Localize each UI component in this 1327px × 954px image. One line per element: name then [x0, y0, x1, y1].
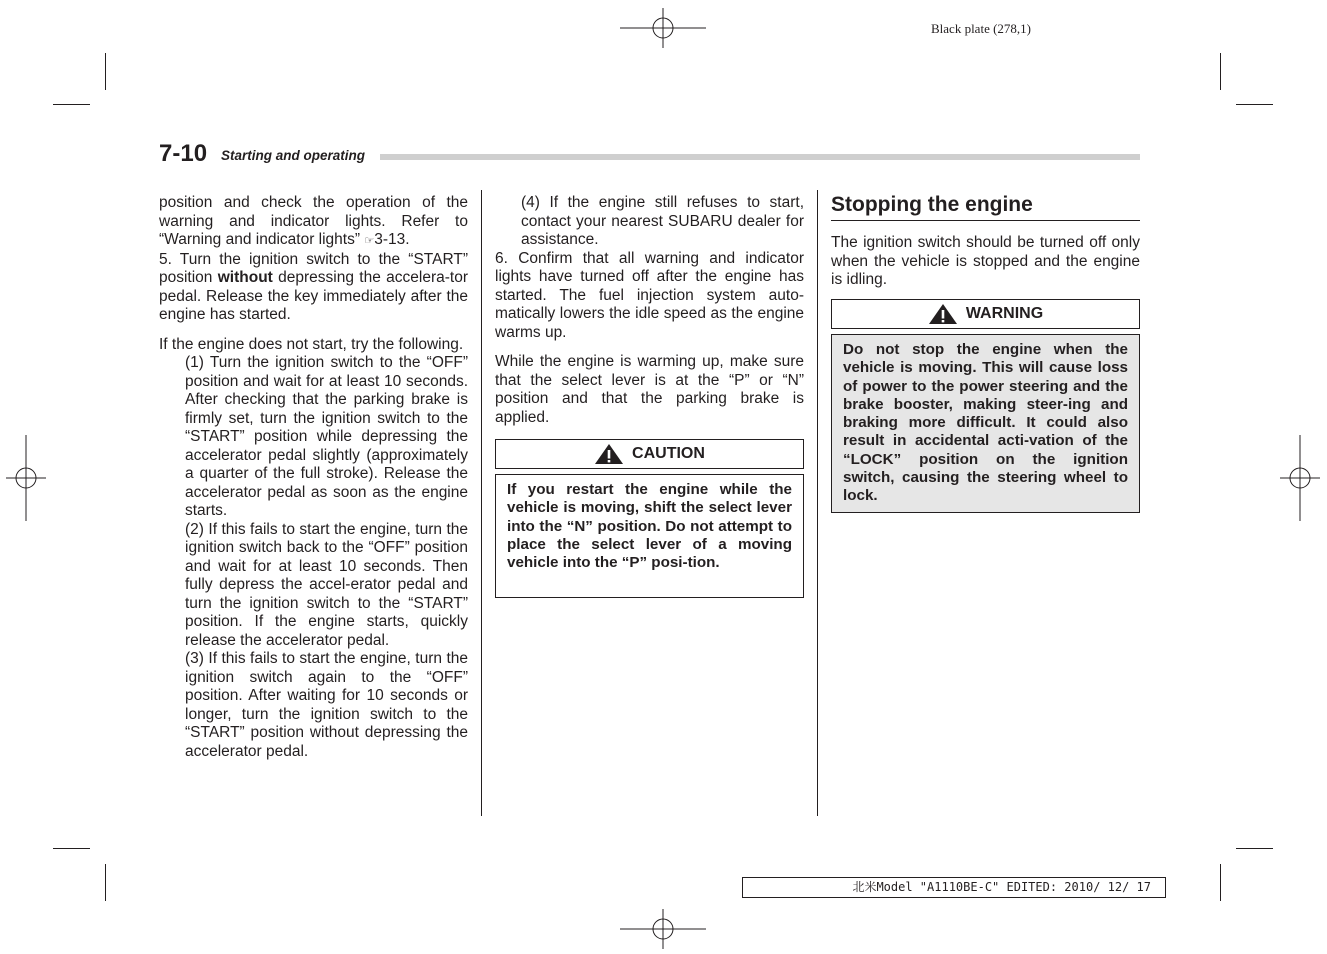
substep-4: (4) If the engine still refuses to start, contact your nearest SUBARU dealer for assistance. — [521, 194, 804, 248]
column-divider-1 — [481, 190, 482, 816]
footer-edit-stamp: 北米Model "A1110BE-C" EDITED: 2010/ 12/ 17 — [742, 877, 1166, 898]
paragraph-warning-lights: position and check the operation of the warning and indicator lights. Refer to “Warning and indicator lights” ☞3-13. — [159, 194, 468, 248]
page-reference-icon: ☞ — [364, 235, 375, 247]
heading-stopping-engine: Stopping the engine — [831, 193, 1140, 221]
registration-mark-top — [620, 8, 706, 48]
substep-1: (1) Turn the ignition switch to the “OFF” position and wait for at least 10 seconds. After checking that the parking brake is firmly set, turn the ignition switch to the “START” position while depressing the accelerator pedal slightly (approximately a quarter of the full stroke). Release the accelerator pedal as soon as the engine starts. — [185, 354, 468, 519]
registration-mark-left — [6, 435, 46, 521]
registration-mark-bottom — [620, 909, 706, 949]
step-6: 6. Confirm that all warning and indicator lights have turned off after the engine has started. The fuel injection system auto-matically lowers the idle speed as the engine warms up. — [495, 249, 804, 341]
paragraph-warming-up: While the engine is warming up, make sure that the select lever is at the “P” or “N” position and that the parking brake is applied. — [495, 353, 804, 426]
substep-2: (2) If this fails to start the engine, turn the ignition switch back to the “OFF” position and wait for at least 10 seconds. Then fully depress the accel-erator pedal and turn the ignition switch to the “START” position. If the engine starts, quickly release the accelerator pedal. — [185, 520, 468, 649]
paragraph-if-not-start: If the engine does not start, try the following. — [159, 335, 464, 353]
column-divider-2 — [817, 190, 818, 816]
warning-text: Do not stop the engine when the vehicle is moving. This will cause loss of power to the power steering and the brake booster, making steer-ing and braking more difficult. It could also result in accidental acti-vation of the “LOCK” position on the ignition switch, causing the steering wheel to lock. — [843, 341, 1128, 505]
page-number: 7-10 — [159, 140, 208, 167]
column-2 — [495, 194, 804, 427]
caution-label: CAUTION — [632, 445, 705, 462]
warning-label-box — [831, 299, 1140, 329]
warning-label: WARNING — [965, 305, 1044, 322]
header-bar — [380, 154, 1140, 160]
caution-text: If you restart the engine while the vehicle is moving, shift the select lever into the “N” position. Do not attempt to place the select lever of a moving vehicle into the “P” posi-tion. — [507, 481, 792, 572]
step-5: 5. Turn the ignition switch to the “START” position without depressing the accelera-tor pedal. Release the key immediately after the engine has started. — [159, 250, 468, 323]
registration-mark-right — [1280, 435, 1320, 521]
column-1 — [159, 194, 468, 761]
column-3 — [831, 234, 1140, 290]
section-title: Starting and operating — [221, 148, 366, 163]
caution-label-box — [495, 439, 804, 469]
warning-triangle-icon — [928, 303, 958, 325]
caution-triangle-icon — [594, 443, 624, 465]
warning-text-box — [831, 334, 1140, 513]
page-reference: 3-13. — [374, 231, 410, 248]
paragraph-stopping: The ignition switch should be turned off only when the vehicle is stopped and the engine is idling. — [831, 234, 1140, 288]
substep-3: (3) If this fails to start the engine, turn the ignition switch again to the “OFF” position. After waiting for 10 seconds or longer, turn the ignition switch to the “START” position without depressing the accelerator pedal. — [185, 650, 468, 760]
plate-label: Black plate (278,1) — [931, 21, 1031, 36]
caution-text-box — [495, 474, 804, 598]
